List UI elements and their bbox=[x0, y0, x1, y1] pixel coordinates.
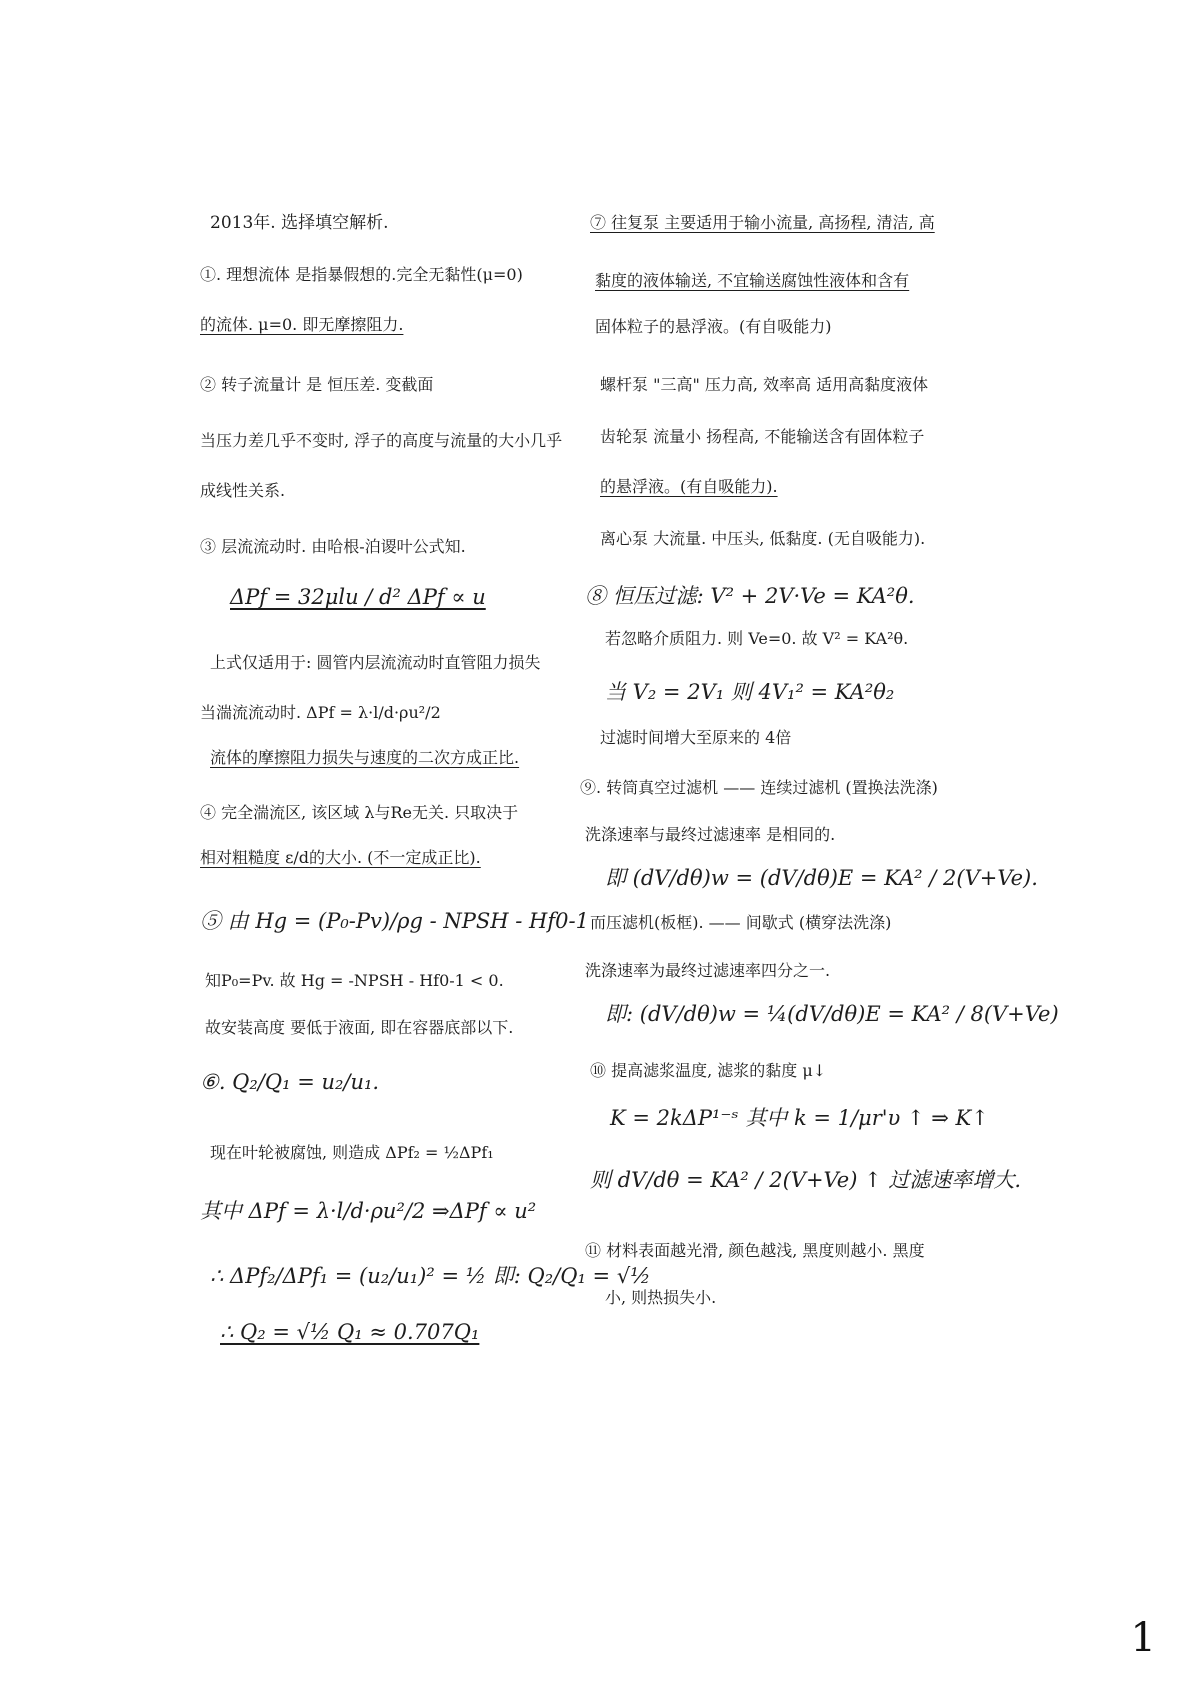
formula-line: ⑥. Q₂/Q₁ = u₂/u₁. bbox=[200, 1070, 380, 1094]
note-line: 若忽略介质阻力. 则 Ve=0. 故 V² = KA²θ. bbox=[605, 629, 909, 648]
note-line: 而压滤机(板框). —— 间歇式 (横穿法洗涤) bbox=[590, 913, 892, 932]
formula-line: 即: (dV/dθ)w = ¼(dV/dθ)E = KA² / 8(V+Ve) bbox=[605, 1002, 1059, 1026]
note-line: ② 转子流量计 是 恒压差. 变截面 bbox=[200, 375, 434, 394]
page-title: 2013年. 选择填空解析. bbox=[210, 213, 389, 233]
note-line: 相对粗糙度 ε/d的大小. (不一定成正比). bbox=[200, 848, 481, 867]
note-line: 过滤时间增大至原来的 4倍 bbox=[600, 728, 792, 747]
note-line: 的悬浮液。(有自吸能力). bbox=[600, 477, 778, 496]
note-line: ⑩ 提高滤浆温度, 滤浆的黏度 μ↓ bbox=[590, 1061, 827, 1080]
note-line: 黏度的液体输送, 不宜输送腐蚀性液体和含有 bbox=[595, 271, 910, 290]
note-line: 上式仅适用于: 圆管内层流流动时直管阻力损失 bbox=[210, 653, 541, 672]
note-line: 知P₀=Pv. 故 Hg = -NPSH - Hf0-1 < 0. bbox=[205, 971, 504, 990]
note-line: ④ 完全湍流区, 该区域 λ与Re无关. 只取决于 bbox=[200, 803, 519, 822]
note-line: 故安装高度 要低于液面, 即在容器底部以下. bbox=[205, 1018, 514, 1037]
note-line: ⑦ 往复泵 主要适用于输小流量, 高扬程, 清洁, 高 bbox=[590, 213, 935, 232]
note-line: 成线性关系. bbox=[200, 481, 286, 500]
note-line: ⑪ 材料表面越光滑, 颜色越浅, 黑度则越小. 黑度 bbox=[585, 1241, 925, 1260]
page-number: 1 bbox=[1130, 1615, 1156, 1661]
formula-line: 即 (dV/dθ)w = (dV/dθ)E = KA² / 2(V+Ve). bbox=[605, 866, 1038, 890]
note-line: ③ 层流流动时. 由哈根-泊谡叶公式知. bbox=[200, 537, 466, 556]
note-line: 固体粒子的悬浮液。(有自吸能力) bbox=[595, 317, 832, 336]
note-line: ①. 理想流体 是指暴假想的.完全无黏性(μ=0) bbox=[200, 265, 523, 284]
note-line: 当湍流流动时. ΔPf = λ·l/d·ρu²/2 bbox=[200, 703, 441, 722]
note-line: 当压力差几乎不变时, 浮子的高度与流量的大小几乎 bbox=[200, 431, 563, 450]
formula-line: K = 2kΔP¹⁻ˢ 其中 k = 1/μr'υ ↑ ⇒ K↑ bbox=[610, 1106, 989, 1130]
note-line: 离心泵 大流量. 中压头, 低黏度. (无自吸能力). bbox=[600, 529, 926, 548]
formula-line: ΔPf = 32μlu / d² ΔPf ∝ u bbox=[230, 585, 486, 609]
note-line: 螺杆泵 "三高" 压力高, 效率高 适用高黏度液体 bbox=[600, 375, 929, 394]
formula-line: 则 dV/dθ = KA² / 2(V+Ve) ↑ 过滤速率增大. bbox=[590, 1168, 1022, 1192]
formula-line: 其中 ΔPf = λ·l/d·ρu²/2 ⇒ΔPf ∝ u² bbox=[200, 1199, 537, 1223]
note-line: 流体的摩擦阻力损失与速度的二次方成正比. bbox=[210, 748, 520, 767]
note-line: ⑨. 转筒真空过滤机 —— 连续过滤机 (置换法洗涤) bbox=[580, 778, 938, 797]
formula-line: ⑧ 恒压过滤: V² + 2V·Ve = KA²θ. bbox=[585, 584, 915, 608]
note-line: 洗涤速率为最终过滤速率四分之一. bbox=[585, 961, 831, 980]
note-line: 小, 则热损失小. bbox=[605, 1288, 717, 1307]
formula-line: ⑤ 由 Hg = (P₀-Pv)/ρg - NPSH - Hf0-1 bbox=[200, 909, 589, 933]
note-line: 现在叶轮被腐蚀, 则造成 ΔPf₂ = ½ΔPf₁ bbox=[210, 1143, 494, 1162]
formula-line: ∴ ΔPf₂/ΔPf₁ = (u₂/u₁)² = ½ 即: Q₂/Q₁ = √½ bbox=[210, 1264, 651, 1288]
formula-line: ∴ Q₂ = √½ Q₁ ≈ 0.707Q₁ bbox=[220, 1320, 480, 1344]
note-line: 齿轮泵 流量小 扬程高, 不能输送含有固体粒子 bbox=[600, 427, 925, 446]
note-line: 的流体. μ=0. 即无摩擦阻力. bbox=[200, 315, 404, 334]
note-line: 洗涤速率与最终过滤速率 是相同的. bbox=[585, 825, 836, 844]
formula-line: 当 V₂ = 2V₁ 则 4V₁² = KA²θ₂ bbox=[605, 680, 895, 704]
